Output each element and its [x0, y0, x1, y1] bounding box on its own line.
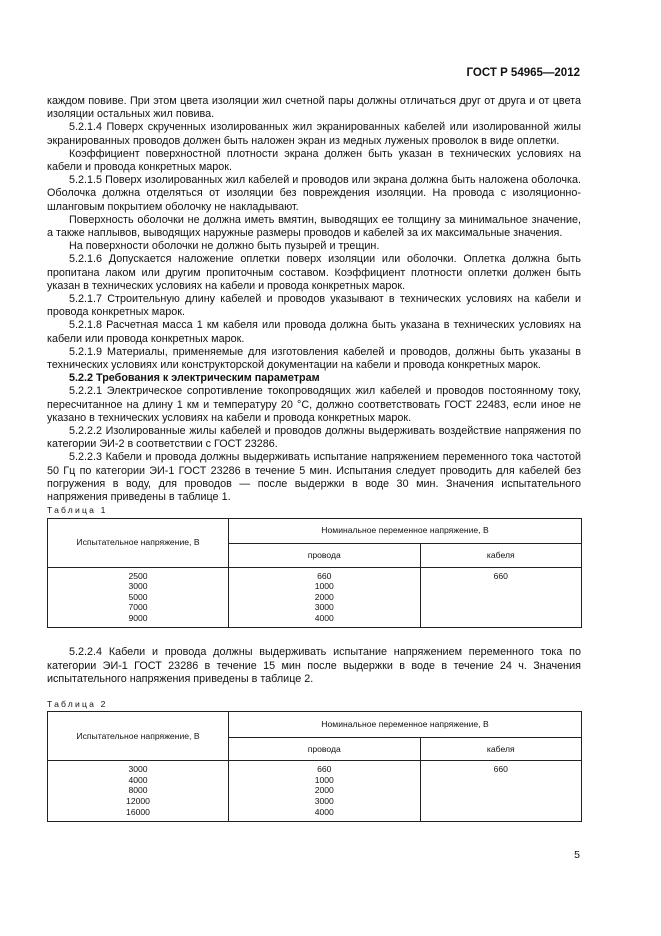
paragraph: 5.2.2.2 Изолированные жилы кабелей и проводов должны выдерживать воздействие напряжения по категории ЭИ-2 в соответствии с ГОСТ 23286.: [47, 425, 581, 451]
table-cell-value: 3000: [314, 796, 334, 807]
paragraph: 5.2.1.7 Строительную длину кабелей и проводов указывают в технических условиях на кабели и провода конкретных марок.: [47, 293, 581, 319]
table-cell-value: 7000: [128, 602, 148, 613]
paragraph: Коэффициент поверхностной плотности экрана должен быть указан в технических условиях на кабели и провода конкретных марок.: [47, 147, 581, 174]
table-cell-value: 660: [493, 570, 508, 581]
paragraph: 5.2.1.6 Допускается наложение оплетки поверх изоляции или оболочки. Оплетка должна быть пропитана лаком или другим пропиточным составом. Коэффициент плотности оплетки должен быть указан в технических условиях на кабели и провода конкретных марок.: [47, 253, 581, 292]
table-cell-value: 3000: [128, 581, 148, 592]
table-cell-value: 4000: [314, 612, 334, 623]
table2-col2-values: [229, 761, 421, 822]
table-cell-value: 4000: [314, 806, 334, 817]
table-cell-value: 3000: [314, 602, 334, 613]
table2-subheader-wire: провода: [229, 737, 421, 760]
table1-col1-values: [48, 567, 229, 628]
paragraph: 5.2.1.5 Поверх изолированных жил кабелей и проводов или экрана должна быть наложена оболочка. Оболочка должна отделяться от изоляции без повреждения изоляции. На провода с изоляционно-шланговым покрытием оболочку не накладывают.: [47, 174, 581, 213]
table-cell-value: 9000: [128, 612, 148, 623]
paragraph: Поверхность оболочки не должна иметь вмятин, выводящих ее толщину за минимальное значение, а также наплывов, выводящих наружные размеры проводов и кабелей за их максимальные значения.: [47, 213, 581, 240]
paragraph: каждом повиве. При этом цвета изоляции жил счетной пары должны отличаться друг от друга и от цвета изоляции остальных жил повива.: [47, 95, 581, 121]
paragraph: 5.2.2.1 Электрическое сопротивление токопроводящих жил кабелей и проводов постоянному току, пересчитанное на длину 1 км и температуру 20 °С, должно соответствовать ГОСТ 22483, если иное не указано в технических условиях на кабели и провода конкретных марок.: [47, 385, 581, 424]
table2: [47, 711, 582, 822]
table-cell-value: 660: [493, 764, 508, 775]
document-body: [47, 95, 581, 822]
table-cell-value: 2000: [314, 785, 334, 796]
table2-group-header: Номинальное переменное напряжение, В: [229, 712, 582, 738]
table-cell-value: 2000: [314, 591, 334, 602]
table1-caption: Таблица 1: [47, 505, 108, 516]
table-cell-value: 1000: [314, 581, 334, 592]
table-cell-value: 5000: [128, 591, 148, 602]
paragraph: На поверхности оболочки не должно быть пузырей и трещин.: [69, 240, 380, 253]
table-cell-value: 2500: [128, 570, 148, 581]
table1-col2-values: [229, 567, 421, 628]
table1: [47, 518, 582, 629]
table2-caption: Таблица 2: [47, 699, 108, 710]
table-cell-value: 3000: [128, 764, 148, 775]
table1-group-header: Номинальное переменное напряжение, В: [229, 518, 582, 544]
paragraph-list: [47, 95, 581, 504]
table1-col3-values: [420, 567, 581, 628]
table1-subheader-cable: кабеля: [420, 544, 581, 567]
table1-subheader-wire: провода: [229, 544, 421, 567]
paragraph: 5.2.2.3 Кабели и провода должны выдерживать испытание напряжением переменного тока частотой 50 Гц по категории ЭИ-1 ГОСТ 23286 в течение 5 мин. Испытания следует проводить для кабелей без погружения в воду, для проводов — после выдержки в воде 30 мин. Значения испытательного напряжения приведены в таблице 1.: [47, 451, 581, 504]
paragraph: 5.2.1.8 Расчетная масса 1 км кабеля или провода должна быть указана в технических условиях на кабели или провода конкретных марок.: [47, 319, 581, 345]
table2-subheader-cable: кабеля: [420, 737, 581, 760]
paragraph-5-2-2-4: 5.2.2.4 Кабели и провода должны выдерживать испытание напряжением переменного тока по категории ЭИ-1 ГОСТ 23286 в течение 15 мин после выдержки в воде в течение 24 ч. Значения испытательного напряжения приведены в таблице 2.: [47, 646, 581, 685]
table-cell-value: 1000: [314, 774, 334, 785]
table-cell-value: 12000: [126, 796, 150, 807]
paragraph: 5.2.2 Требования к электрическим параметрам: [69, 372, 320, 385]
table2-col1-values: [48, 761, 229, 822]
table2-col3-values: [420, 761, 581, 822]
table-cell-value: 660: [317, 570, 332, 581]
paragraph: 5.2.1.9 Материалы, применяемые для изготовления кабелей и проводов, должны быть указаны в технических условиях или конструкторской документации на кабели и провода конкретных марок.: [47, 345, 581, 372]
paragraph: 5.2.1.4 Поверх скрученных изолированных жил экранированных кабелей или изолированной жилы экранированных проводов должен быть наложен экран из медных луженых проволок в виде оплетки.: [47, 121, 581, 147]
table-cell-value: 4000: [128, 774, 148, 785]
page-number: 5: [574, 849, 580, 861]
table2-col1-header: Испытательное напряжение, В: [48, 712, 229, 761]
table1-col1-header: Испытательное напряжение, В: [48, 518, 229, 567]
table-cell-value: 16000: [126, 806, 150, 817]
document-header: ГОСТ Р 54965—2012: [466, 67, 580, 79]
table-cell-value: 660: [317, 764, 332, 775]
table-cell-value: 8000: [128, 785, 148, 796]
